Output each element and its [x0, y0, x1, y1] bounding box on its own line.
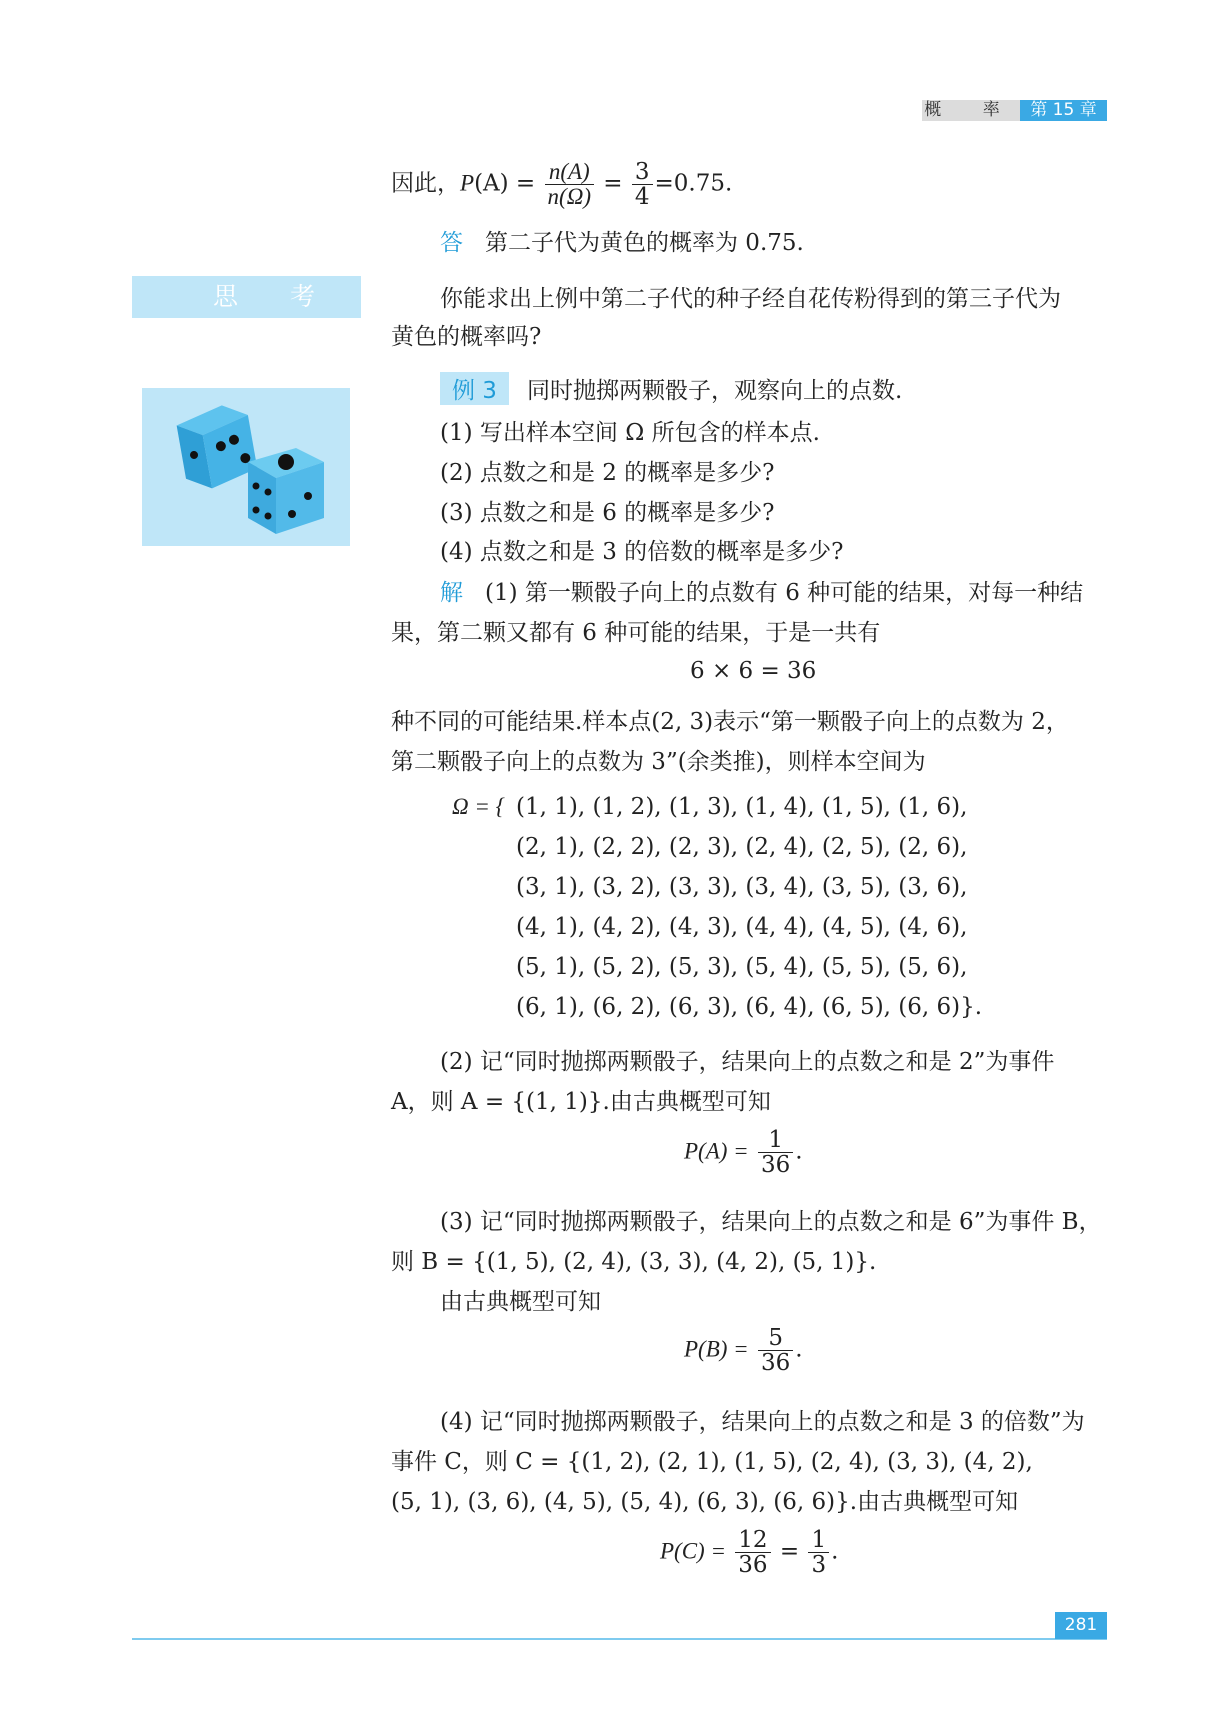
example-label: 例 3: [440, 372, 509, 405]
part4-line-3: (5, 1), (3, 6), (4, 5), (5, 4), (6, 3), (6, 6)}.由古典概型可知: [391, 1489, 1019, 1515]
example-line: [440, 372, 902, 405]
part3-line-2: 则 B = {(1, 5), (2, 4), (3, 3), (4, 2), (5, 1)}.: [391, 1249, 877, 1275]
fraction-nA-nOmega: [545, 160, 594, 209]
dice-image: [142, 388, 350, 546]
sample-space-row-5: (5, 1), (5, 2), (5, 3), (5, 4), (5, 5), (5, 6),: [516, 954, 968, 980]
result-line: 因此，P(A) = $\frac{n(A)}{n(\Omega)}$ = $\frac{3}{4}$ =0.75.: [391, 159, 733, 211]
think-box: [132, 276, 361, 318]
part2-line-2: A，则 A = {(1, 1)}.由古典概型可知: [391, 1089, 771, 1115]
sample-space-row-2: (2, 1), (2, 2), (2, 3), (2, 4), (2, 5), (2, 6),: [516, 834, 968, 860]
fraction-denominator: 36: [738, 1552, 768, 1579]
formula-PC: P(C) = $\frac{12}{36}$ = $\frac{1}{3}$ .: [660, 1527, 839, 1579]
result-value: =0.75.: [654, 170, 733, 197]
fraction-denominator: 4: [634, 184, 650, 211]
example-text: 同时抛掷两颗骰子，观察向上的点数.: [526, 378, 903, 404]
solution-line-1: [440, 574, 1083, 607]
think-label: 思 考: [213, 282, 337, 311]
solution-line-2: 果，第二颗又都有 6 种可能的结果，于是一共有: [391, 620, 881, 646]
sample-space-row-1: (1, 1), (1, 2), (1, 3), (1, 4), (1, 5), (1, 6),: [516, 794, 968, 820]
formula-PA: P(A) = $\frac{1}{36}$ .: [684, 1127, 803, 1179]
fraction-3-4: [632, 160, 653, 209]
fraction-1-3: [808, 1528, 829, 1577]
sample-space-row-6: (6, 1), (6, 2), (6, 3), (6, 4), (6, 5), (6, 6)}.: [516, 994, 983, 1020]
event-a: (A): [474, 170, 509, 197]
part3-line-3: 由古典概型可知: [440, 1289, 601, 1315]
fraction-numerator: 1: [808, 1528, 829, 1553]
question-1: (1) 写出样本空间 Ω 所包含的样本点.: [440, 420, 820, 446]
solution-line-4: 第二颗骰子向上的点数为 3”(余类推)，则样本空间为: [391, 749, 926, 775]
part3-line-1: (3) 记“同时抛掷两颗骰子，结果向上的点数之和是 6”为事件 B，: [440, 1209, 1102, 1235]
fraction-numerator: 1: [758, 1128, 793, 1153]
fraction-numerator: 5: [758, 1326, 793, 1351]
fraction-5-36: [758, 1326, 793, 1375]
fraction-12-36: [735, 1528, 770, 1577]
solution-label: 解: [440, 580, 463, 606]
page-number: 281: [1055, 1612, 1107, 1639]
formula-lhs: P(A) =: [684, 1138, 749, 1164]
p-symbol: P: [460, 170, 475, 196]
fraction-denominator: 36: [761, 1350, 791, 1377]
omega-prefix: Ω = {: [452, 794, 505, 819]
solution-text: (1) 第一颗骰子向上的点数有 6 种可能的结果，对每一种结: [485, 580, 1084, 606]
fraction-1-36: [758, 1128, 793, 1177]
part4-line-2: 事件 C，则 C = {(1, 2), (2, 1), (1, 5), (2, 4), (3, 3), (4, 2),: [391, 1449, 1033, 1475]
fraction-numerator: 12: [735, 1528, 770, 1553]
footer-divider: [132, 1638, 1107, 1640]
think-question-line2: 黄色的概率吗?: [391, 324, 542, 350]
formula-lhs: P(B) =: [684, 1336, 749, 1362]
question-3: (3) 点数之和是 6 的概率是多少?: [440, 500, 775, 526]
sample-space-row-4: (4, 1), (4, 2), (4, 3), (4, 4), (4, 5), (4, 6),: [516, 914, 968, 940]
equation-36: 6 × 6 = 36: [690, 658, 817, 684]
formula-PB: P(B) = $\frac{5}{36}$ .: [684, 1325, 803, 1377]
answer-label: 答: [440, 230, 463, 256]
fraction-numerator: n(A): [545, 160, 594, 185]
header-chapter: 第 15 章: [1020, 100, 1107, 121]
fraction-denominator: 36: [761, 1152, 791, 1179]
answer-line: [440, 224, 804, 257]
fraction-denominator: n(Ω): [547, 184, 591, 210]
header-section: 概 率: [922, 100, 1020, 121]
formula-lhs: P(C) =: [660, 1538, 726, 1564]
part2-line-1: (2) 记“同时抛掷两颗骰子，结果向上的点数之和是 2”为事件: [440, 1049, 1055, 1075]
question-2: (2) 点数之和是 2 的概率是多少?: [440, 460, 775, 486]
fraction-numerator: 3: [632, 160, 653, 185]
answer-text: 第二子代为黄色的概率为 0.75.: [485, 230, 804, 256]
solution-line-3: 种不同的可能结果.样本点(2, 3)表示“第一颗骰子向上的点数为 2，: [391, 709, 1069, 735]
question-4: (4) 点数之和是 3 的倍数的概率是多少?: [440, 539, 844, 565]
result-prefix: 因此，: [391, 170, 460, 197]
think-question-line1: 你能求出上例中第二子代的种子经自花传粉得到的第三子代为: [440, 286, 1061, 312]
fraction-denominator: 3: [811, 1552, 827, 1579]
sample-space-row-3: (3, 1), (3, 2), (3, 3), (3, 4), (3, 5), (3, 6),: [516, 874, 968, 900]
part4-line-1: (4) 记“同时抛掷两颗骰子，结果向上的点数之和是 3 的倍数”为: [440, 1409, 1085, 1435]
